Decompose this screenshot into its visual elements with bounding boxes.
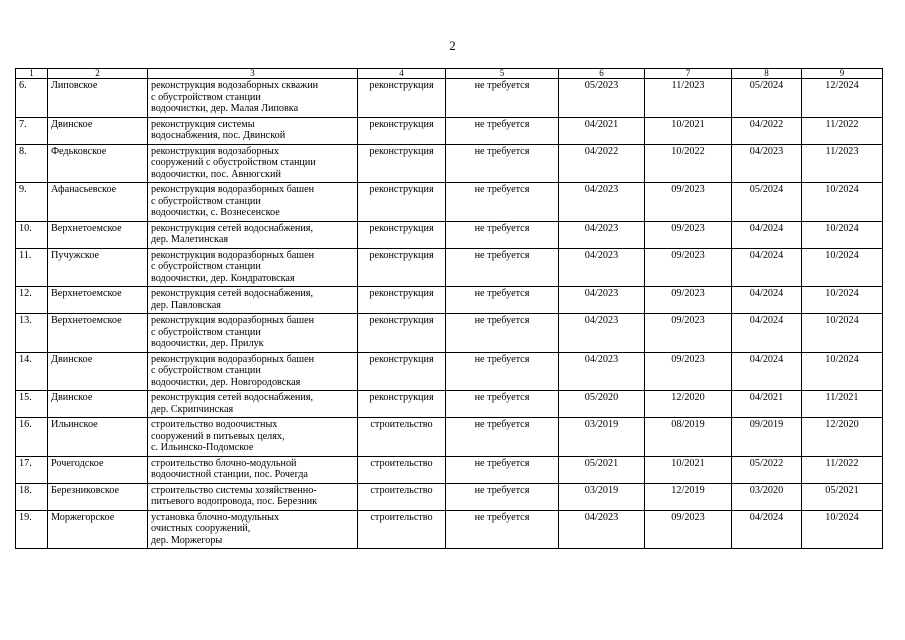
description-line: водоочистной станции, пос. Рочегда [151, 469, 308, 480]
date-cell: 04/2024 [732, 314, 802, 353]
table-row [16, 144, 883, 183]
table-row [16, 183, 883, 222]
date-cell: 04/2023 [559, 287, 645, 314]
locality-cell: Липовское [48, 79, 148, 118]
table-row [16, 510, 883, 549]
description-cell [148, 418, 358, 457]
date-cell: 09/2023 [645, 221, 732, 248]
description-line: реконструкция сетей водоснабжения, [151, 392, 314, 403]
row-number: 7. [16, 117, 48, 144]
date-cell: 10/2024 [802, 183, 883, 222]
work-type-cell: строительство [358, 483, 446, 510]
work-type-cell: строительство [358, 510, 446, 549]
date-cell: 09/2023 [645, 314, 732, 353]
expertise-cell: не требуется [446, 144, 559, 183]
date-cell: 05/2022 [732, 456, 802, 483]
date-cell: 03/2019 [559, 418, 645, 457]
description-line: строительство водоочистных [151, 419, 278, 430]
description-line: дер. Павловская [151, 299, 221, 311]
row-number: 8. [16, 144, 48, 183]
description-line: реконструкция водоразборных башен [151, 184, 315, 195]
date-cell: 04/2022 [559, 144, 645, 183]
date-cell: 10/2024 [802, 248, 883, 287]
row-number: 16. [16, 418, 48, 457]
expertise-cell: не требуется [446, 483, 559, 510]
locality-cell: Двинское [48, 117, 148, 144]
date-cell: 04/2023 [559, 183, 645, 222]
expertise-cell: не требуется [446, 418, 559, 457]
date-cell: 04/2023 [559, 221, 645, 248]
date-cell: 04/2023 [559, 314, 645, 353]
date-cell: 04/2024 [732, 221, 802, 248]
expertise-cell: не требуется [446, 352, 559, 391]
expertise-cell: не требуется [446, 456, 559, 483]
description-line: с. Ильинско-Подомское [151, 442, 254, 453]
description-line: водоочистки, с. Вознесенское [151, 207, 280, 218]
date-cell: 09/2023 [645, 510, 732, 549]
date-cell: 04/2021 [559, 117, 645, 144]
work-type-cell: реконструкция [358, 287, 446, 314]
table-row [16, 221, 883, 248]
description-cell [148, 456, 358, 483]
date-cell: 12/2024 [802, 79, 883, 118]
date-cell: 04/2023 [559, 352, 645, 391]
column-header: 2 [48, 69, 148, 79]
date-cell: 11/2023 [645, 79, 732, 118]
locality-cell: Пучужское [48, 248, 148, 287]
expertise-cell: не требуется [446, 287, 559, 314]
row-number: 14. [16, 352, 48, 391]
date-cell: 04/2023 [559, 248, 645, 287]
date-cell: 12/2019 [645, 483, 732, 510]
expertise-cell: не требуется [446, 221, 559, 248]
row-number: 6. [16, 79, 48, 118]
date-cell: 04/2024 [732, 248, 802, 287]
date-cell: 10/2024 [802, 287, 883, 314]
work-type-cell: реконструкция [358, 221, 446, 248]
date-cell: 10/2024 [802, 314, 883, 353]
work-type-cell: реконструкция [358, 352, 446, 391]
locality-cell: Двинское [48, 352, 148, 391]
locality-cell: Рочегодское [48, 456, 148, 483]
description-line: очистных сооружений, [151, 523, 251, 534]
locality-cell: Березниковское [48, 483, 148, 510]
column-header: 8 [732, 69, 802, 79]
locality-cell: Афанасьевское [48, 183, 148, 222]
expertise-cell: не требуется [446, 79, 559, 118]
date-cell: 10/2021 [645, 117, 732, 144]
column-header: 4 [358, 69, 446, 79]
description-cell [148, 352, 358, 391]
work-type-cell: реконструкция [358, 314, 446, 353]
work-type-cell: реконструкция [358, 183, 446, 222]
date-cell: 11/2022 [802, 456, 883, 483]
row-number: 15. [16, 391, 48, 418]
column-header: 6 [559, 69, 645, 79]
locality-cell: Верхнетоемское [48, 314, 148, 353]
work-type-cell: реконструкция [358, 391, 446, 418]
date-cell: 12/2020 [645, 391, 732, 418]
column-number-row [16, 69, 883, 79]
locality-cell: Ильинское [48, 418, 148, 457]
row-number: 10. [16, 221, 48, 248]
description-line: дер. Скрипчинская [151, 403, 234, 415]
date-cell: 04/2021 [732, 391, 802, 418]
date-cell: 10/2022 [645, 144, 732, 183]
description-cell [148, 314, 358, 353]
description-line: реконструкция водозаборных [151, 145, 279, 157]
description-line: питьевого водопровода, пос. Березник [151, 496, 318, 507]
date-cell: 09/2023 [645, 352, 732, 391]
column-header: 7 [645, 69, 732, 79]
expertise-cell: не требуется [446, 391, 559, 418]
date-cell: 04/2024 [732, 510, 802, 549]
expertise-cell: не требуется [446, 117, 559, 144]
table-row [16, 456, 883, 483]
date-cell: 03/2020 [732, 483, 802, 510]
table-row [16, 418, 883, 457]
date-cell: 09/2023 [645, 183, 732, 222]
description-line: реконструкция сетей водоснабжения, [151, 288, 314, 299]
description-line: водоочистки, дер. Прилук [151, 338, 264, 349]
expertise-cell: не требуется [446, 183, 559, 222]
description-line: реконструкция сетей водоснабжения, [151, 222, 314, 234]
date-cell: 04/2023 [732, 144, 802, 183]
work-type-cell: реконструкция [358, 144, 446, 183]
row-number: 19. [16, 510, 48, 549]
date-cell: 05/2023 [559, 79, 645, 118]
column-header: 3 [148, 69, 358, 79]
expertise-cell: не требуется [446, 248, 559, 287]
date-cell: 11/2023 [802, 144, 883, 183]
column-header: 9 [802, 69, 883, 79]
work-type-cell: строительство [358, 456, 446, 483]
table-row [16, 483, 883, 510]
expertise-cell: не требуется [446, 510, 559, 549]
expertise-cell: не требуется [446, 314, 559, 353]
description-line: реконструкция водоразборных башен [151, 249, 315, 261]
description-cell [148, 221, 358, 248]
row-number: 12. [16, 287, 48, 314]
date-cell: 09/2023 [645, 287, 732, 314]
date-cell: 05/2024 [732, 79, 802, 118]
work-type-cell: реконструкция [358, 117, 446, 144]
date-cell: 10/2024 [802, 352, 883, 391]
date-cell: 11/2021 [802, 391, 883, 418]
description-line: строительство блочно-модульной [151, 457, 297, 469]
locality-cell: Федьковское [48, 144, 148, 183]
date-cell: 10/2021 [645, 456, 732, 483]
table-body [16, 79, 883, 549]
table-row [16, 117, 883, 144]
date-cell: 11/2022 [802, 117, 883, 144]
page-number: 2 [449, 38, 456, 53]
work-type-cell: реконструкция [358, 79, 446, 118]
description-line: водоочистки, дер. Кондратовская [151, 272, 295, 284]
description-cell [148, 79, 358, 118]
description-line: водоочистки, пос. Авнюгский [151, 168, 281, 180]
description-line: с обустройством станции [151, 195, 261, 207]
description-cell [148, 510, 358, 549]
date-cell: 08/2019 [645, 418, 732, 457]
work-type-cell: реконструкция [358, 248, 446, 287]
projects-table [15, 68, 883, 549]
description-line: реконструкция водозаборных скважин [151, 80, 319, 91]
date-cell: 04/2024 [732, 352, 802, 391]
date-cell: 04/2024 [732, 287, 802, 314]
date-cell: 05/2021 [802, 483, 883, 510]
column-header: 1 [16, 69, 48, 79]
row-number: 13. [16, 314, 48, 353]
description-line: с обустройством станции [151, 365, 261, 376]
date-cell: 04/2023 [559, 510, 645, 549]
row-number: 9. [16, 183, 48, 222]
description-line: реконструкция системы [151, 118, 255, 130]
table-row [16, 79, 883, 118]
description-line: водоочистки, дер. Малая Липовка [151, 103, 299, 114]
description-line: дер. Малетинская [151, 234, 229, 245]
locality-cell: Верхнетоемское [48, 221, 148, 248]
table-row [16, 391, 883, 418]
row-number: 11. [16, 248, 48, 287]
description-line: сооружений в питьевых целях, [151, 430, 285, 442]
work-type-cell: строительство [358, 418, 446, 457]
row-number: 18. [16, 483, 48, 510]
date-cell: 05/2020 [559, 391, 645, 418]
description-cell [148, 117, 358, 144]
table-row [16, 248, 883, 287]
date-cell: 05/2024 [732, 183, 802, 222]
description-line: реконструкция водоразборных башен [151, 315, 315, 326]
date-cell: 05/2021 [559, 456, 645, 483]
table-row [16, 314, 883, 353]
description-cell [148, 287, 358, 314]
description-cell [148, 391, 358, 418]
description-line: реконструкция водоразборных башен [151, 353, 315, 365]
description-line: сооружений с обустройством станции [151, 157, 316, 168]
description-line: строительство системы хозяйственно- [151, 484, 317, 496]
description-line: водоснабжения, пос. Двинской [151, 130, 286, 141]
row-number: 17. [16, 456, 48, 483]
date-cell: 03/2019 [559, 483, 645, 510]
description-line: с обустройством станции [151, 326, 261, 338]
date-cell: 10/2024 [802, 510, 883, 549]
date-cell: 12/2020 [802, 418, 883, 457]
description-line: установка блочно-модульных [151, 511, 280, 523]
table-row [16, 287, 883, 314]
date-cell: 09/2023 [645, 248, 732, 287]
date-cell: 10/2024 [802, 221, 883, 248]
date-cell: 09/2019 [732, 418, 802, 457]
description-cell [148, 144, 358, 183]
description-cell [148, 483, 358, 510]
description-cell [148, 183, 358, 222]
column-header: 5 [446, 69, 559, 79]
locality-cell: Верхнетоемское [48, 287, 148, 314]
description-cell [148, 248, 358, 287]
description-line: водоочистки, дер. Новгородовская [151, 376, 301, 388]
description-line: с обустройством станции [151, 261, 261, 272]
date-cell: 04/2022 [732, 117, 802, 144]
table-row [16, 352, 883, 391]
locality-cell: Моржегорское [48, 510, 148, 549]
description-line: дер. Моржегоры [151, 534, 223, 546]
locality-cell: Двинское [48, 391, 148, 418]
description-line: с обустройством станции [151, 91, 261, 103]
